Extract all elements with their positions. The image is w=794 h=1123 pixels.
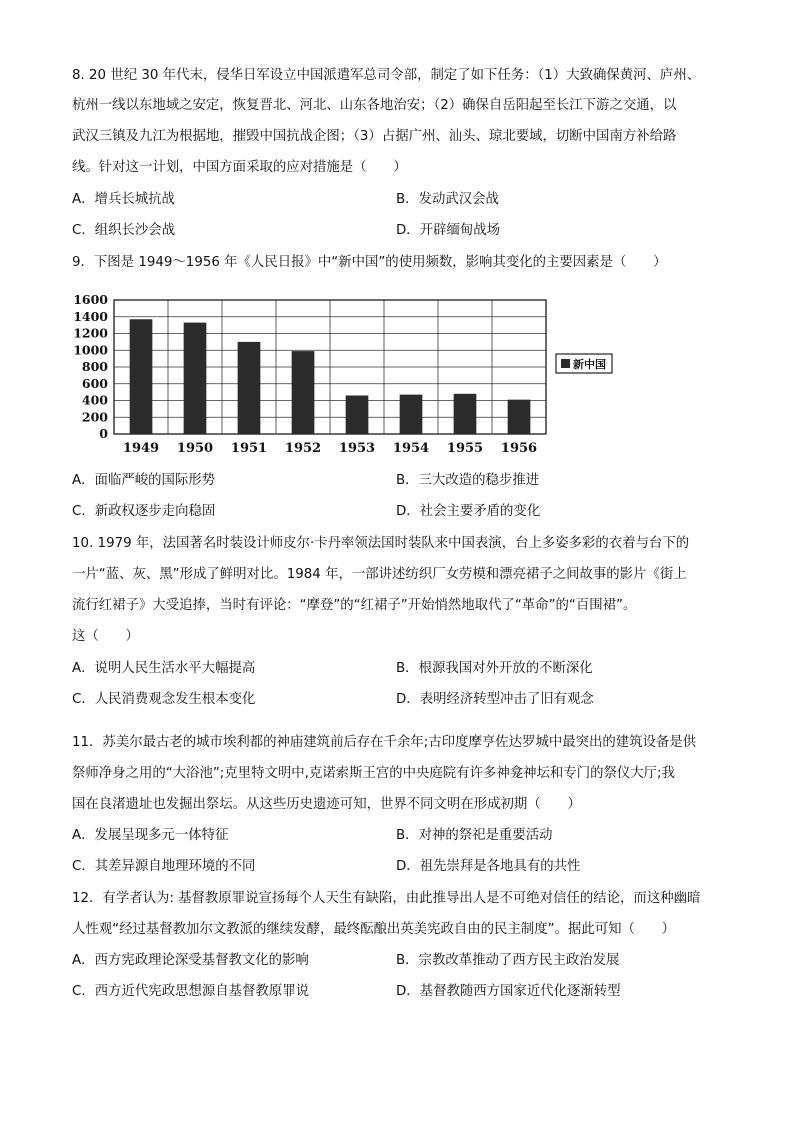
- q10-line-3: 流行红裙子》大受追捧，当时有评论：“摩登”的“红裙子”开始悄然地取代了“革命”的“百围裙”。: [72, 598, 637, 613]
- q9-option-d[interactable]: D．社会主要矛盾的变化: [396, 504, 541, 519]
- y-tick-label: 0: [99, 426, 108, 441]
- q11-line-1: 11．苏美尔最古老的城市埃利都的神庙建筑前后存在千余年;古印度摩亨佐达罗城中最突出的建筑设备是供: [72, 735, 697, 750]
- y-tick-label: 600: [81, 375, 108, 391]
- q12-line-2: 人性观“经过基督教加尔文教派的继续发酵，最终酝酿出英美宪政自由的民主制度”。据此可知（ ）: [72, 922, 676, 937]
- q8-option-a[interactable]: A．增兵长城抗战: [72, 192, 175, 207]
- bar: [238, 342, 261, 434]
- x-tick-label: 1955: [446, 441, 484, 456]
- legend-swatch: [561, 359, 570, 368]
- x-tick-label: 1949: [122, 441, 160, 456]
- q11-option-b[interactable]: B．对神的祭祀是重要活动: [396, 828, 553, 843]
- q10-option-a[interactable]: A．说明人民生活水平大幅提高: [72, 661, 256, 676]
- q11-option-d[interactable]: D．祖先崇拜是各地具有的共性: [396, 859, 581, 874]
- q8-option-c[interactable]: C．组织长沙会战: [72, 223, 176, 238]
- y-tick-label: 1000: [73, 342, 108, 358]
- q10-option-b[interactable]: B．根源我国对外开放的不断深化: [396, 661, 593, 676]
- q9-line-1: 9．下图是 1949～1956 年《人民日报》中“新中国”的使用频数，影响其变化的主要因素是（ ）: [72, 255, 667, 270]
- q8-line-1: 8. 20 世纪 30 年代末，侵华日军设立中国派遣军总司令部，制定了如下任务：（1）大致确保黄河、庐州、: [72, 68, 701, 83]
- y-tick-label: 200: [81, 409, 108, 425]
- bar: [292, 351, 315, 434]
- x-tick-label: 1954: [392, 441, 430, 456]
- q10-line-4: 这（ ）: [72, 629, 139, 644]
- q10-option-c[interactable]: C．人民消费观念发生根本变化: [72, 692, 256, 707]
- q8-line-4: 线。针对这一计划，中国方面采取的应对措施是（ ）: [72, 160, 407, 175]
- y-tick-label: 1200: [73, 325, 108, 341]
- bar: [508, 400, 531, 434]
- bar: [454, 394, 477, 434]
- x-tick-label: 1956: [500, 441, 538, 456]
- legend-label: 新中国: [573, 358, 606, 371]
- q9-option-a[interactable]: A．面临严峻的国际形势: [72, 473, 216, 488]
- q12-option-c[interactable]: C．西方近代宪政思想源自基督教原罪说: [72, 984, 309, 999]
- y-tick-label: 1400: [73, 308, 108, 324]
- q12-option-a[interactable]: A．西方宪政理论深受基督教文化的影响: [72, 953, 309, 968]
- q9-option-c[interactable]: C．新政权逐步走向稳固: [72, 504, 216, 519]
- q11-option-a[interactable]: A．发展呈现多元一体特征: [72, 828, 229, 843]
- q10-line-2: 一片“蓝、灰、黑”形成了鲜明对比。1984 年，一部讲述纺织厂女劳模和漂亮裙子之间故事的影片《街上: [72, 567, 687, 582]
- y-tick-label: 400: [81, 392, 108, 408]
- q11-line-2: 祭师净身之用的“大浴池”;克里特文明中,克诺索斯王宫的中央庭院有许多神龛神坛和专门的祭仪大厅;我: [72, 766, 675, 781]
- usage-frequency-bar-chart: [72, 292, 632, 458]
- q12-option-b[interactable]: B．宗教改革推动了西方民主政治发展: [396, 953, 620, 968]
- x-tick-label: 1951: [230, 441, 268, 456]
- bar: [130, 319, 153, 434]
- x-tick-label: 1952: [284, 441, 322, 456]
- bar: [184, 323, 207, 434]
- q12-option-d[interactable]: D．基督教随西方国家近代化逐渐转型: [396, 984, 621, 999]
- q11-option-c[interactable]: C．其差异源自地理环境的不同: [72, 859, 256, 874]
- q8-line-3: 武汉三镇及九江为根据地，摧毁中国抗战企图；（3）占据广州、汕头、琼北要域，切断中国南方补给路: [72, 129, 677, 144]
- q10-option-d[interactable]: D．表明经济转型冲击了旧有观念: [396, 692, 594, 707]
- q8-option-b[interactable]: B．发动武汉会战: [396, 192, 499, 207]
- q9-option-b[interactable]: B．三大改造的稳步推进: [396, 473, 540, 488]
- x-tick-label: 1950: [176, 441, 214, 456]
- x-tick-label: 1953: [338, 441, 376, 456]
- bar: [400, 395, 423, 434]
- q8-line-2: 杭州一线以东地域之安定，恢复晋北、河北、山东各地治安；（2）确保自岳阳起至长江下游之交通，以: [72, 98, 677, 113]
- q12-line-1: 12．有学者认为: 基督教原罪说宣扬每个人天生有缺陷，由此推导出人是不可绝对信任的结论，而这种幽暗: [72, 891, 701, 906]
- q11-line-3: 国在良渚遗址也发掘出祭坛。从这些历史遗迹可知，世界不同文明在形成初期（ ）: [72, 797, 581, 812]
- y-tick-label: 1600: [73, 292, 108, 307]
- q8-option-d[interactable]: D．开辟缅甸战场: [396, 223, 501, 238]
- y-tick-label: 800: [81, 359, 108, 374]
- q10-line-1: 10. 1979 年，法国著名时装设计师皮尔·卡丹率领法国时装队来中国表演，台上多姿多彩的衣着与台下的: [72, 536, 690, 551]
- bar: [346, 395, 369, 434]
